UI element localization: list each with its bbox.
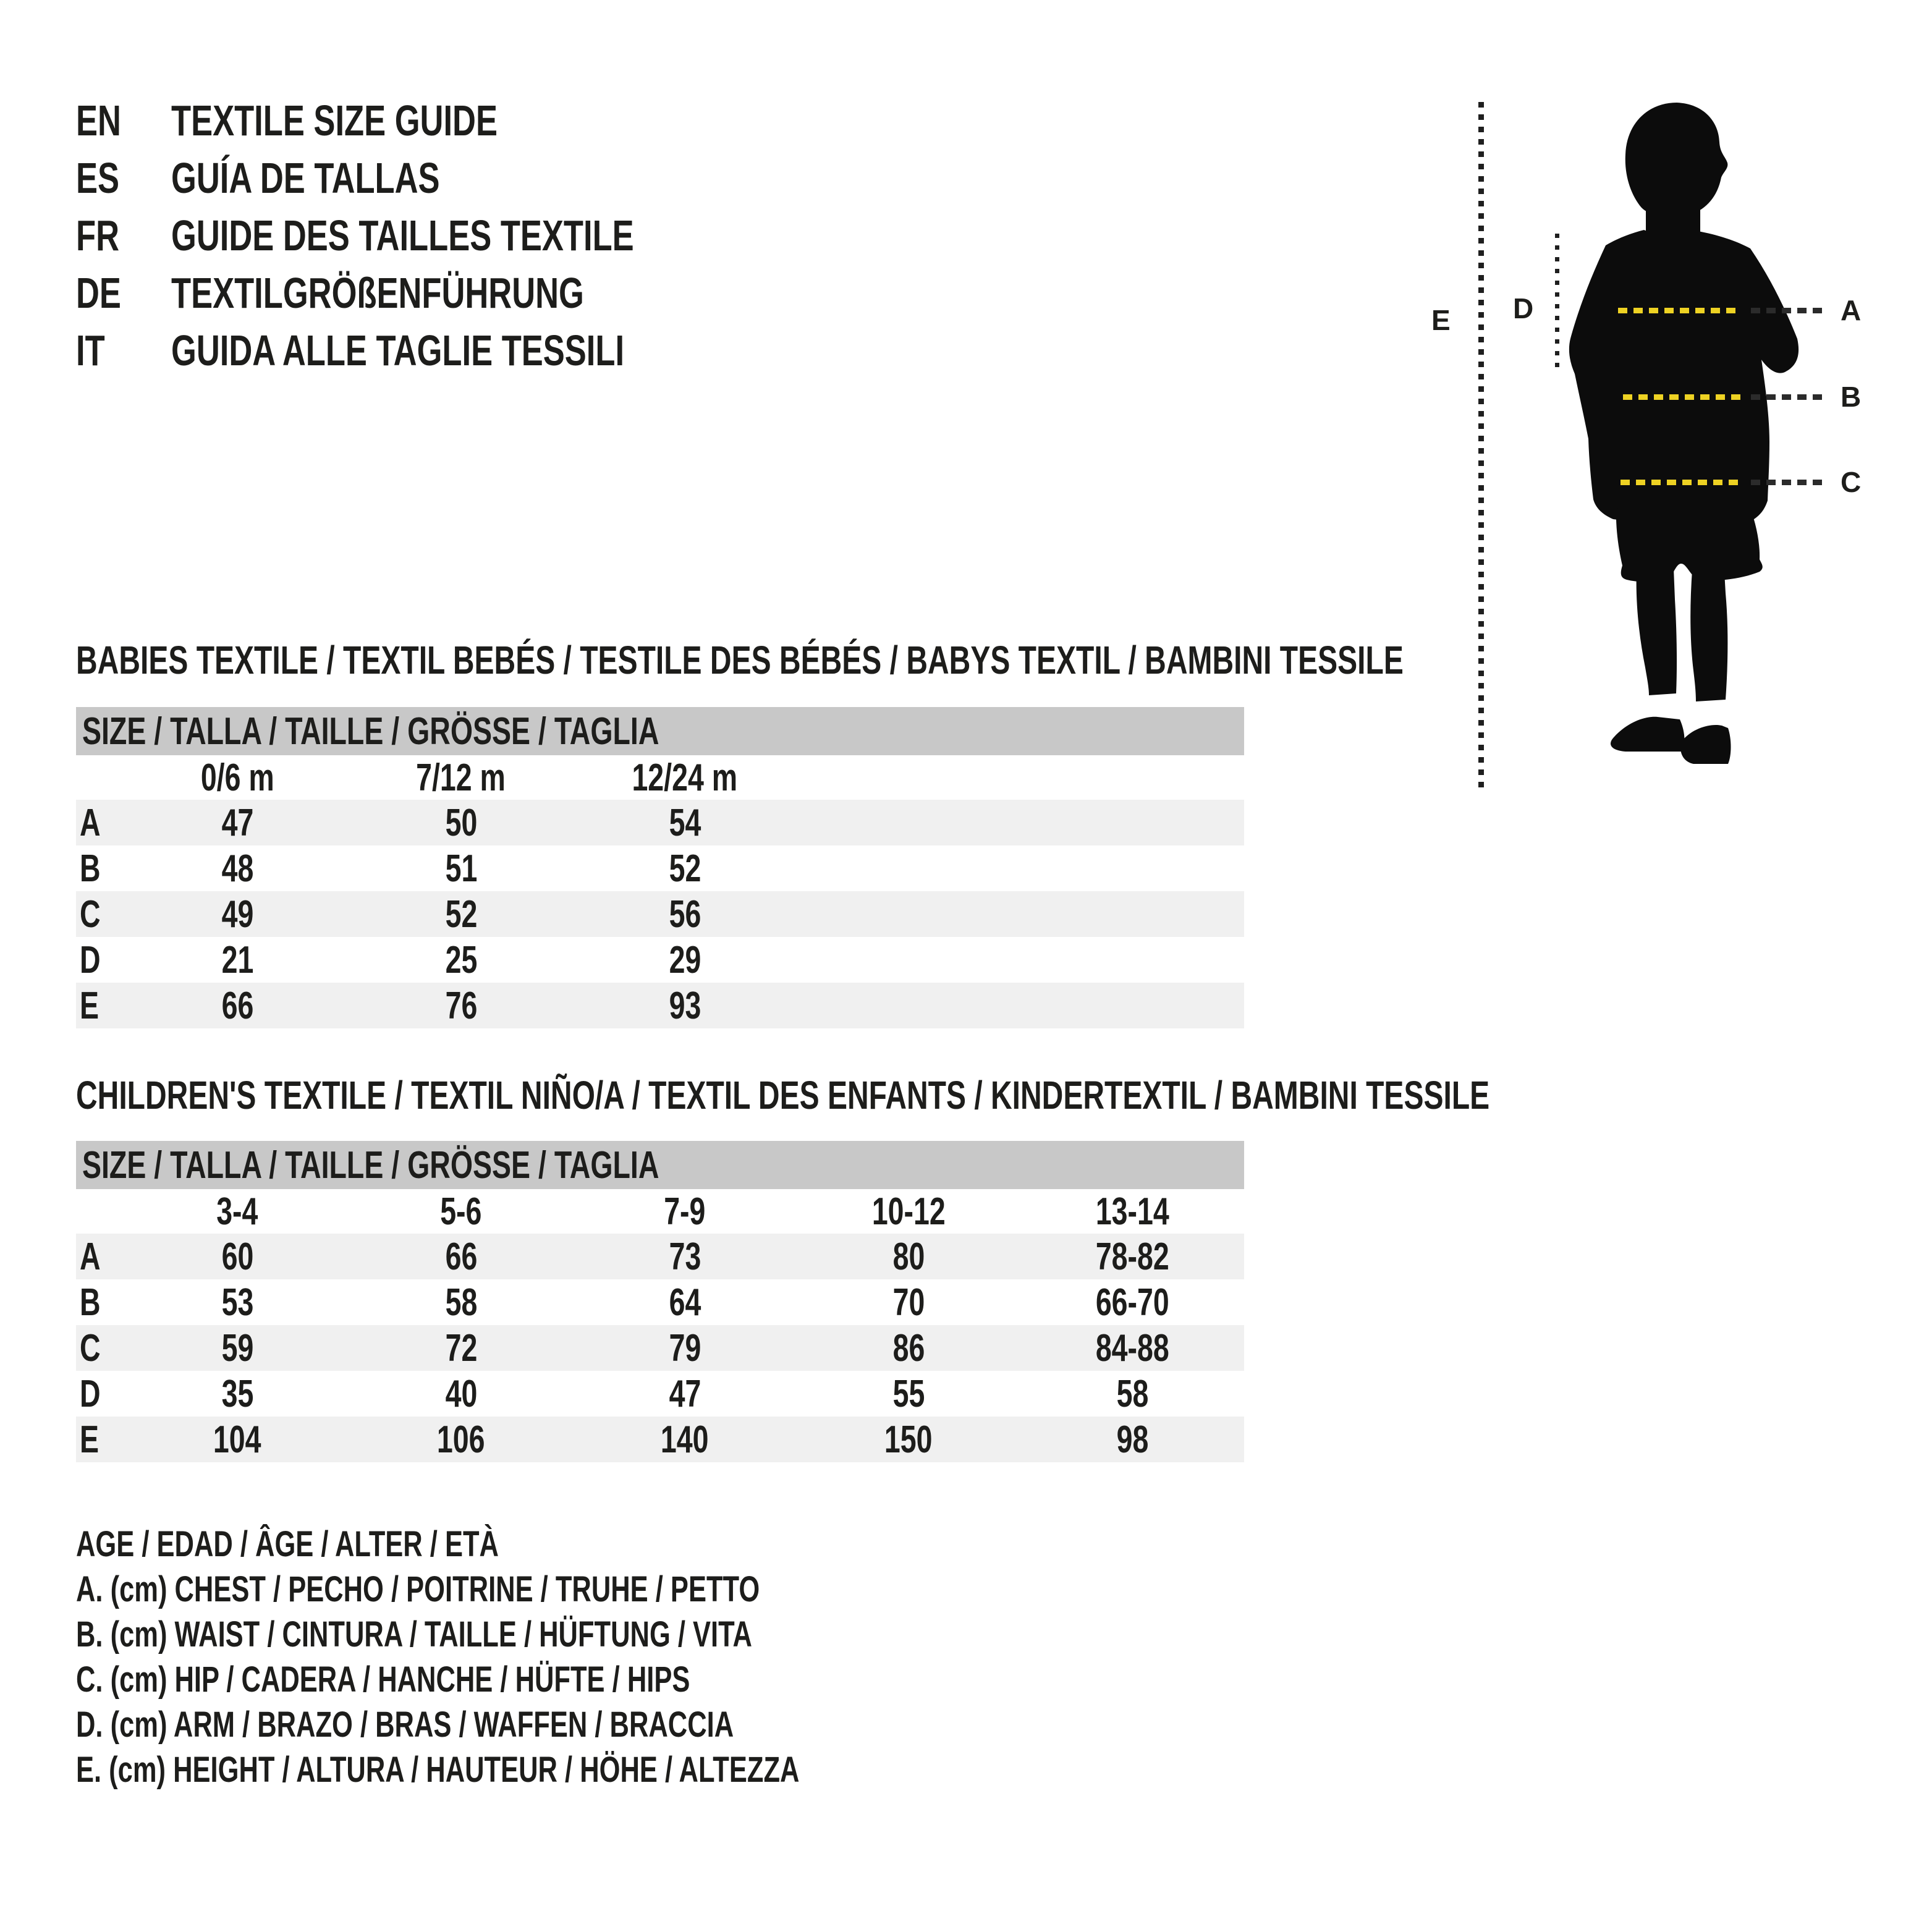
children-table-row	[76, 1279, 1244, 1325]
children-table-cell	[797, 1372, 1020, 1416]
children-column-header	[349, 1190, 573, 1234]
legend-line	[76, 1612, 1041, 1657]
children-row-label-text: E	[80, 1418, 100, 1461]
babies-table-body	[76, 800, 1244, 1028]
children-table-cell	[1020, 1326, 1244, 1370]
babies-row-label	[76, 984, 125, 1028]
babies-table-cell-text: 47	[221, 801, 253, 844]
children-table-cell-text: 64	[669, 1281, 701, 1324]
language-title-text: TEXTILE SIZE GUIDE	[171, 96, 498, 145]
children-table-cell-text: 79	[669, 1326, 701, 1370]
children-row-label-text: C	[80, 1326, 101, 1370]
children-table-cell	[1020, 1372, 1244, 1416]
language-code-text: ES	[76, 153, 120, 202]
babies-section-title	[76, 640, 1846, 680]
children-table-cell	[573, 1281, 797, 1324]
legend-line	[76, 1702, 1041, 1747]
children-row-label	[76, 1235, 125, 1279]
language-title-text: GUÍA DE TALLAS	[171, 153, 440, 202]
babies-table-cell-text: 49	[221, 892, 253, 936]
language-row	[76, 206, 788, 264]
language-row	[76, 149, 788, 206]
children-table-cell	[573, 1418, 797, 1462]
children-table-cell	[797, 1418, 1020, 1462]
legend-line-item-text: AGE / EDAD / ÂGE / ALTER / ETÀ	[76, 1524, 499, 1564]
babies-table-cell	[573, 938, 797, 982]
language-list	[76, 91, 788, 379]
babies-column-header	[573, 756, 797, 800]
children-table-cell-text: 80	[892, 1235, 925, 1278]
arm-dotted-line	[1555, 234, 1559, 372]
children-section-title-text: CHILDREN'S TEXTILE / TEXTIL NIÑO/A / TEXTIL DES ENFANTS / KINDERTEXTIL / BAMBINI TESSILE	[76, 1073, 1490, 1117]
children-table-cell-text: 58	[445, 1281, 477, 1324]
babies-row-label	[76, 801, 125, 845]
babies-row-label	[76, 847, 125, 891]
children-table-cell	[573, 1326, 797, 1370]
children-table-row	[76, 1371, 1244, 1417]
language-title	[171, 153, 529, 203]
measurement-legend	[76, 1522, 1041, 1792]
language-row	[76, 91, 788, 149]
figure-label-d: D	[1513, 292, 1534, 324]
legend-line-item	[76, 1523, 640, 1565]
children-section-title	[76, 1075, 1932, 1115]
children-table-cell	[1020, 1281, 1244, 1324]
language-code	[76, 211, 171, 260]
babies-table-cell-text: 56	[669, 892, 701, 936]
language-title-text: GUIDA ALLE TAGLIE TESSILI	[171, 326, 625, 375]
legend-line-item	[76, 1704, 953, 1745]
babies-table-cell	[125, 847, 349, 891]
babies-table-cell	[573, 892, 797, 936]
babies-table-cell-text: 48	[221, 847, 253, 890]
children-column-header	[1020, 1190, 1244, 1234]
babies-table-row	[76, 983, 1244, 1028]
figure-label-b: B	[1841, 381, 1862, 413]
language-row	[76, 264, 788, 321]
children-table-cell	[125, 1326, 349, 1370]
children-table-cell	[125, 1372, 349, 1416]
children-table-row	[76, 1234, 1244, 1279]
babies-table-cell	[349, 847, 573, 891]
children-table-cell-text: 53	[221, 1281, 253, 1324]
children-table-cell	[797, 1281, 1020, 1324]
children-table-cell	[349, 1235, 573, 1279]
children-column-header	[797, 1190, 1020, 1234]
children-table-cell-text: 78-82	[1095, 1235, 1169, 1278]
legend-line-item-text: C. (cm) HIP / CADERA / HANCHE / HÜFTE / HIPS	[76, 1659, 690, 1700]
children-table-cell-text: 66	[445, 1235, 477, 1278]
babies-table-cell	[349, 984, 573, 1028]
children-table-cell	[1020, 1418, 1244, 1462]
silhouette-left-shoe	[1611, 717, 1684, 752]
children-table-cell	[349, 1281, 573, 1324]
children-table-cell	[125, 1281, 349, 1324]
children-table-cell-text: 140	[661, 1418, 709, 1461]
language-row	[76, 321, 788, 379]
babies-row-label-text: C	[80, 892, 101, 936]
legend-line-item	[76, 1659, 894, 1700]
babies-table-row	[76, 937, 1244, 983]
language-title	[171, 96, 606, 145]
chest-dash-dark	[1751, 308, 1824, 313]
children-row-label	[76, 1372, 125, 1416]
babies-table-cell	[573, 847, 797, 891]
babies-column-header-row	[76, 755, 1244, 800]
children-table-cell-text: 106	[437, 1418, 485, 1461]
babies-table-cell	[349, 801, 573, 845]
language-title	[171, 211, 788, 260]
children-row-label	[76, 1418, 125, 1462]
waist-dash-yellow	[1623, 394, 1742, 400]
babies-row-label	[76, 892, 125, 936]
children-table-cell	[1020, 1235, 1244, 1279]
babies-size-table	[76, 707, 1244, 1028]
children-column-header	[125, 1190, 349, 1234]
height-dotted-line	[1478, 102, 1484, 790]
children-column-header-row	[76, 1189, 1244, 1234]
language-code	[76, 268, 171, 318]
babies-table-cell	[125, 892, 349, 936]
children-table-cell	[573, 1372, 797, 1416]
children-table-cell-text: 40	[445, 1372, 477, 1415]
children-table-cell-text: 86	[892, 1326, 925, 1370]
legend-line-item	[76, 1749, 1041, 1790]
children-table-cell	[349, 1418, 573, 1462]
legend-line-item-text: E. (cm) HEIGHT / ALTURA / HAUTEUR / HÖHE / ALTEZZA	[76, 1750, 800, 1790]
waist-dash-dark	[1751, 394, 1824, 400]
babies-size-header-text: SIZE / TALLA / TAILLE / GRÖSSE / TAGLIA	[82, 710, 659, 753]
babies-table-cell-text: 66	[221, 984, 253, 1027]
legend-line-item-text: D. (cm) ARM / BRAZO / BRAS / WAFFEN / BRACCIA	[76, 1705, 734, 1745]
babies-column-header-text: 0/6 m	[200, 756, 274, 799]
babies-table-cell-text: 51	[445, 847, 477, 890]
babies-table-cell	[125, 984, 349, 1028]
legend-line-item-text: B. (cm) WAIST / CINTURA / TAILLE / HÜFTUNG / VITA	[76, 1614, 752, 1654]
figure-label-a: A	[1841, 294, 1862, 326]
silhouette-right-leg	[1690, 570, 1727, 701]
figure-label-c: C	[1841, 466, 1862, 498]
children-table-row	[76, 1417, 1244, 1462]
children-table-cell	[349, 1326, 573, 1370]
language-title	[171, 326, 775, 375]
children-row-label	[76, 1281, 125, 1324]
babies-table-row	[76, 845, 1244, 891]
silhouette-right-shoe	[1680, 725, 1731, 764]
babies-table-cell	[349, 938, 573, 982]
legend-line	[76, 1522, 1041, 1567]
children-table-cell-text: 35	[221, 1372, 253, 1415]
language-title-text: GUIDE DES TAILLES TEXTILE	[171, 211, 634, 260]
language-title-text: TEXTILGRÖßENFÜHRUNG	[171, 268, 584, 317]
babies-row-label-text: A	[80, 801, 101, 844]
babies-table-cell-text: 29	[669, 938, 701, 981]
legend-line	[76, 1657, 1041, 1702]
babies-table-cell-text: 52	[445, 892, 477, 936]
children-table-cell-text: 73	[669, 1235, 701, 1278]
children-table-row	[76, 1325, 1244, 1371]
figure-label-e: E	[1431, 304, 1451, 336]
babies-table-cell	[573, 984, 797, 1028]
children-column-header	[573, 1190, 797, 1234]
children-table-cell-text: 72	[445, 1326, 477, 1370]
children-row-label-text: D	[80, 1372, 101, 1415]
children-size-table	[76, 1141, 1244, 1462]
legend-line	[76, 1747, 1041, 1792]
babies-table-cell-text: 25	[445, 938, 477, 981]
babies-table-cell	[125, 938, 349, 982]
children-table-cell-text: 104	[213, 1418, 261, 1461]
children-table-cell-text: 47	[669, 1372, 701, 1415]
babies-section-title-text: BABIES TEXTILE / TEXTIL BEBÉS / TESTILE DES BÉBÉS / BABYS TEXTIL / BAMBINI TESSILE	[76, 638, 1404, 682]
babies-table-row	[76, 800, 1244, 845]
children-table-body	[76, 1234, 1244, 1462]
children-table-cell-text: 84-88	[1095, 1326, 1169, 1370]
legend-line	[76, 1567, 1041, 1612]
babies-table-cell	[125, 801, 349, 845]
children-table-cell-text: 98	[1116, 1418, 1148, 1461]
language-title	[171, 268, 722, 318]
language-code	[76, 326, 171, 375]
language-code-text: DE	[76, 268, 121, 317]
children-table-cell-text: 70	[892, 1281, 925, 1324]
children-table-cell-text: 58	[1116, 1372, 1148, 1415]
children-table-cell-text: 66-70	[1095, 1281, 1169, 1324]
babies-table-cell	[349, 892, 573, 936]
children-column-header-text: 10-12	[871, 1190, 946, 1233]
babies-column-header-text: 12/24 m	[632, 756, 738, 799]
language-code	[76, 96, 171, 145]
language-code-text: EN	[76, 96, 121, 145]
legend-line-item	[76, 1614, 978, 1655]
children-row-label-text: B	[80, 1281, 101, 1324]
legend-line-item-text: A. (cm) CHEST / PECHO / POITRINE / TRUHE / PETTO	[76, 1569, 760, 1609]
chest-dash-yellow	[1618, 308, 1742, 313]
children-table-cell	[125, 1418, 349, 1462]
children-table-cell	[573, 1235, 797, 1279]
children-table-cell	[797, 1235, 1020, 1279]
children-column-header-text: 13-14	[1095, 1190, 1169, 1233]
language-code-text: FR	[76, 211, 119, 260]
children-row-label-text: A	[80, 1235, 101, 1278]
babies-table-cell-text: 54	[669, 801, 701, 844]
babies-row-label-text: B	[80, 847, 101, 890]
children-table-cell-text: 150	[884, 1418, 933, 1461]
children-table-cell-text: 60	[221, 1235, 253, 1278]
babies-table-cell	[573, 801, 797, 845]
language-code-text: IT	[76, 326, 105, 375]
babies-table-cell-text: 52	[669, 847, 701, 890]
children-table-cell	[125, 1235, 349, 1279]
children-table-cell-text: 55	[892, 1372, 925, 1415]
children-row-label	[76, 1326, 125, 1370]
language-code	[76, 153, 171, 203]
hip-dash-yellow	[1621, 480, 1743, 485]
babies-column-header	[349, 756, 573, 800]
babies-size-header-bar	[76, 707, 1244, 755]
children-table-cell	[797, 1326, 1020, 1370]
children-table-cell-text: 59	[221, 1326, 253, 1370]
legend-line-item	[76, 1569, 988, 1610]
children-size-header-bar	[76, 1141, 1244, 1189]
children-column-header-text: 5-6	[440, 1190, 482, 1233]
babies-table-row	[76, 891, 1244, 937]
babies-row-label-text: E	[80, 984, 100, 1027]
children-column-header-text: 3-4	[216, 1190, 258, 1233]
babies-table-cell-text: 21	[221, 938, 253, 981]
babies-table-cell-text: 50	[445, 801, 477, 844]
babies-row-label-text: D	[80, 938, 101, 981]
babies-column-header-text: 7/12 m	[416, 756, 506, 799]
babies-table-cell-text: 76	[445, 984, 477, 1027]
children-column-header-text: 7-9	[664, 1190, 706, 1233]
babies-row-label	[76, 938, 125, 982]
hip-dash-dark	[1751, 480, 1824, 485]
children-table-cell	[349, 1372, 573, 1416]
babies-table-cell-text: 93	[669, 984, 701, 1027]
children-size-header-text: SIZE / TALLA / TAILLE / GRÖSSE / TAGLIA	[82, 1143, 659, 1187]
babies-column-header	[125, 756, 349, 800]
